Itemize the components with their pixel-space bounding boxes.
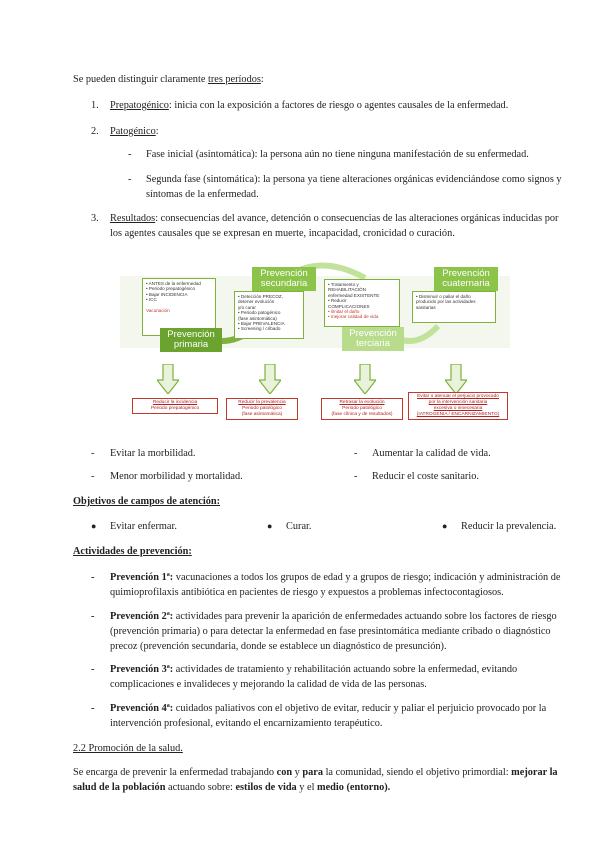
campos-heading: Objetivos de campos de atención: (73, 496, 221, 507)
period-item-1: 1. (91, 100, 99, 111)
prevention-levels-diagram (120, 248, 510, 420)
period-item-3: 3. (91, 213, 99, 224)
down-arrow-icon (445, 364, 467, 394)
primary-prevention-label: Prevención primaria (160, 328, 222, 352)
primary-result-box: Reducir la incidencia Periodo prepatogénico (132, 398, 218, 414)
prevencion-1-line2: quimioprofilaxis antibiótica en pacientes de riesgo y expuestos a problemas infectocontagiosos. (110, 587, 504, 598)
dash-marker: - (128, 174, 132, 185)
dash-marker: - (91, 611, 95, 622)
bullet-dot: ● (91, 521, 97, 531)
dash-marker: - (91, 664, 95, 675)
phase-segunda-line1: Segunda fase (sintomática): la persona ya tiene alteraciones orgánicas evidenciándose como signos y (146, 174, 562, 185)
period-text-3-line2: los agentes causales que se expresan en muerte, incapacidad, cronicidad o curación. (110, 228, 455, 239)
phase-segunda-line2: síntomas de la enfermedad. (146, 189, 259, 200)
secondary-result-box: Reducir la prevalencia Periodo patológico (fase asintomática) (226, 398, 298, 420)
period-text-1: Prepatogénico: inicia con la exposición a factores de riesgo o agentes causales de la enfermedad. (110, 100, 509, 111)
prevencion-4-line2: intervención profesional, evitando el encarnizamiento terapéutico. (110, 718, 383, 729)
quaternary-prevention-label: Prevención cuaternaria (434, 267, 498, 291)
prevencion-1-line1: Prevención 1ª: vacunaciones a todos los grupos de edad y a grupos de riesgo; indicación y administración de (110, 572, 561, 583)
prevencion-4-line1: Prevención 4ª: cuidados paliativos con el objetivo de evitar, reducir y paliar el perjuicio provocado por la (110, 703, 547, 714)
prevencion-3-line1: Prevención 3ª: actividades de tratamiento y rehabilitación actuando sobre la enfermedad, evitando (110, 664, 518, 675)
secondary-prevention-box: • Detección PRECOZ, detener evolución y/o curar • Periodo patogénico (fase asintomática) • Bajar PREVALENCIA • Screening / cribado (234, 291, 304, 339)
tertiary-prevention-box: • Tratamiento y REHABILITACIÓN enfermedad EXISTENTE • Reducir COMPLICACIONES • limitar el daño • mejorar calidad de vida (324, 279, 400, 327)
tertiary-result-box: Retrasar la evolución Periodo patológico (fase clínica y de resultados) (321, 398, 403, 420)
prevencion-2-line1: Prevención 2ª: actividades para prevenir la aparición de enfermedades actuando sobre los factores de riesgo (110, 611, 557, 622)
goal-left-1: Evitar la morbilidad. (110, 448, 196, 459)
bullet-dot: ● (442, 521, 448, 531)
quaternary-result-box: Evitar o atenuar el perjuicio provocado por la intervención sanitaria excesiva o innecesaria (IATROGENIA / ENCARNIZAMIENTO) (408, 392, 508, 420)
prevencion-3-line2: complicaciones e invalideces y mejorando la calidad de vida de las personas. (110, 679, 427, 690)
down-arrow-icon (259, 364, 281, 394)
promocion-heading: 2.2 Promoción de la salud. (73, 743, 183, 754)
campo-item-2: Curar. (286, 521, 312, 532)
prevencion-2-line3: precoz (prevención secundaria, donde se establece un diagnóstico de presunción). (110, 641, 447, 652)
dash-marker: - (128, 149, 132, 160)
dash-marker: - (354, 448, 358, 459)
period-text-2: Patogénico: (110, 126, 159, 137)
period-item-2: 2. (91, 126, 99, 137)
dash-marker: - (354, 471, 358, 482)
down-arrow-icon (354, 364, 376, 394)
goal-left-2: Menor morbilidad y mortalidad. (110, 471, 243, 482)
prevencion-2-line2: (prevención primaria) o para detectar la enfermedad en fase presintomática mediante cribado o diagnóstico (110, 626, 551, 637)
campo-item-3: Reducir la prevalencia. (461, 521, 557, 532)
dash-marker: - (91, 448, 95, 459)
dash-marker: - (91, 572, 95, 583)
period-text-3: Resultados: consecuencias del avance, detención o consecuencias de las alteraciones orgánicas inducidas por (110, 213, 559, 224)
primary-prevention-box: • ANTES de la enfermedad • Periodo prepatogénico • Bajar INCIDENCIA • ICC Vacunación (142, 278, 216, 336)
dash-marker: - (91, 471, 95, 482)
tertiary-prevention-label: Prevención terciaria (342, 327, 404, 351)
goal-right-2: Reducir el coste sanitario. (372, 471, 479, 482)
campo-item-1: Evitar enfermar. (110, 521, 177, 532)
promocion-line1: Se encarga de prevenir la enfermedad trabajando con y para la comunidad, siendo el objetivo primordial: mejorar la (73, 767, 558, 778)
down-arrow-icon (157, 364, 179, 394)
promocion-line2: salud de la población actuando sobre: estilos de vida y el medio (entorno). (73, 782, 391, 793)
quaternary-prevention-box: • Disminuir o paliar el daño producido por las actividades sanitarias (412, 291, 496, 323)
bullet-dot: ● (267, 521, 273, 531)
dash-marker: - (91, 703, 95, 714)
goal-right-1: Aumentar la calidad de vida. (372, 448, 491, 459)
phase-inicial: Fase inicial (asintomática): la persona aún no tiene ninguna manifestación de su enfermedad. (146, 149, 529, 160)
actividades-heading: Actividades de prevención: (73, 546, 192, 557)
intro-paragraph: Se pueden distinguir claramente tres períodos: (73, 74, 264, 85)
tres-periodos-text: tres períodos (207, 74, 261, 85)
secondary-prevention-label: Prevención secundaria (252, 267, 316, 291)
